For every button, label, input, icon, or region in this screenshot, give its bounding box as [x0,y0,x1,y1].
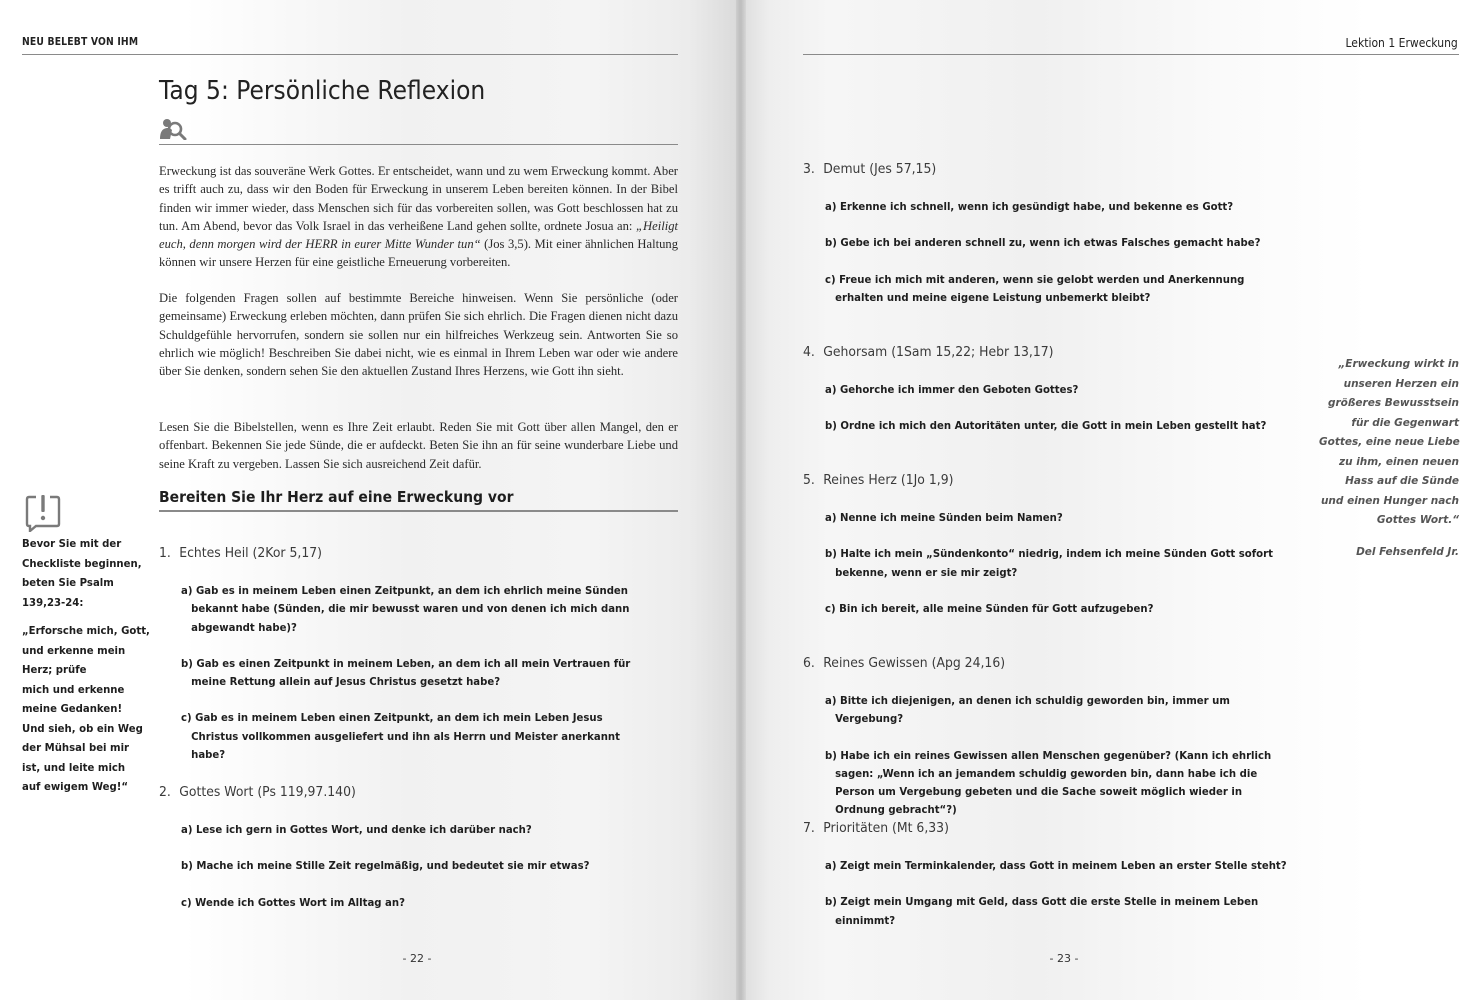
question-title: 7. Prioritäten (Mt 6,33) [803,820,949,836]
scripture-quote: „Heiligt euch, denn morgen wird der HERR in eurer Mitte Wunder tun“ [159,218,678,252]
question-item: b) Ordne ich mich den Autoritäten unter, die Gott in mein Leben gestellt hat? [825,419,1267,433]
question-title: 3. Demut (Jes 57,15) [803,161,937,177]
question-item: a) Erkenne ich schnell, wenn ich gesündigt habe, und bekenne es Gott? [825,200,1234,213]
question-title: 6. Reines Gewissen (Apg 24,16) [803,655,1006,671]
intro-paragraph-3: Lesen Sie die Bibelstellen, wenn es Ihre Zeit erlaubt. Reden Sie mit Gott über allen Mangel, den er offenbart. Bekennen Sie jede Sünde, die er aufdeckt. Beten Sie ihn an für seine wunderbare Liebe und seine Kraft zu vergeben. Lassen Sie sich ausreichend Zeit dafür. [159,420,678,471]
question-block-3 [803,161,1323,307]
header-rule [22,54,678,55]
question-item: a) Gehorche ich immer den Geboten Gottes? [825,383,1079,396]
title-rule [159,144,678,145]
section-rule [159,510,678,512]
question-block-7 [803,820,1323,930]
page-number: - 23 - [1049,952,1079,965]
intro-paragraph-1: Erweckung ist das souveräne Werk Gottes. Er entscheidet, wann und zu wem Erweckung kommt. Aber es trifft auch zu, dass wir den Boden für Erweckung in unserem Leben bereiten können. In der Bibel finden wir immer wieder, dass Menschen sich für das vorbereiten sollen, was Gott beschlossen hat zu tun. Am Abend, bevor das Volk Israel in das verheißene Land gehen sollte, ordnete Josua an: „Heiligt euch, denn morgen wird der HERR in eurer Mitte Wunder tun“ (Jos 3,5). Mit einer ähnlichen Haltung können wir unsere Herzen für eine geistliche Erneuerung vorbereiten. [159,164,678,270]
question-block-4 [803,344,1323,436]
question-item: a) Nenne ich meine Sünden beim Namen? [825,511,1063,524]
question-item: a) Gab es in meinem Leben einen Zeitpunkt, an dem ich ehrlich meine Sünden bekannt habe (Sünden, die mir bewusst waren und von denen ich mich dann abgewandt habe)? [181,584,630,634]
running-head: NEU BELEBT VON IHM [22,36,139,48]
speech-bubble-exclamation-icon [24,494,62,532]
header-rule [803,54,1459,55]
question-title: 5. Reines Herz (1Jo 1,9) [803,472,954,488]
book-gutter [736,0,746,1000]
question-item: b) Habe ich ein reines Gewissen allen Menschen gegenüber? (Kann ich ehrlich sagen: „Wenn ich an jemandem schuldig geworden bin, dann habe ich die Person um Vergebung gebeten und die Sache soweit möglich wieder in Ordnung gebracht“?) [825,748,1272,817]
question-title: 4. Gehorsam (1Sam 15,22; Hebr 13,17) [803,344,1054,360]
question-title: 2. Gottes Wort (Ps 119,97.140) [159,784,356,800]
question-block-6 [803,655,1323,820]
person-search-icon [160,118,188,140]
sidebar-note [22,534,152,806]
question-item: c) Wende ich Gottes Wort im Alltag an? [181,895,405,909]
page-title: Tag 5: Persönliche Reflexion [159,76,486,106]
sidebar-intro: Bevor Sie mit der Checkliste beginnen, beten Sie Psalm 139,23-24: [22,537,142,609]
page-number: - 22 - [402,952,432,965]
intro-paragraph-2: Die folgenden Fragen sollen auf bestimmte Bereiche hinweisen. Wenn Sie persönliche (oder gemeinsame) Erweckung erleben möchten, dann prüfen Sie sich ehrlich. Die Fragen dienen nicht dazu Schuldgefühle hervorrufen, sondern sie sollen nur ein hilfreiches Werkzeug sein. Antworten Sie so ehrlich wie möglich! Beschreiben Sie dabei nicht, wie es einmal in Ihrem Leben war oder wie andere über Sie denken, sondern sehen Sie den aktuellen Zustand Ihres Herzens, wie Gott ihn sieht. [159,291,678,379]
question-item: b) Gebe ich bei anderen schnell zu, wenn ich etwas Falsches gemacht habe? [825,236,1261,250]
question-block-1 [159,545,679,764]
question-block-5 [803,472,1323,618]
question-item: c) Bin ich bereit, alle meine Sünden für Gott aufzugeben? [825,601,1154,615]
pull-quote: „Erweckung wirkt in unseren Herzen ein größeres Bewusstsein für die Gegenwart Gottes, eine neue Liebe zu ihm, einen neuen Hass auf die Sünde und einen Hunger nach Gottes Wort.“ Del Fehsenfeld Jr. [1319,355,1459,562]
right-page [740,0,1480,1000]
question-item: a) Bitte ich diejenigen, an denen ich schuldig geworden bin, immer um Vergebung? [825,694,1230,726]
question-title: 1. Echtes Heil (2Kor 5,17) [159,545,322,561]
question-item: b) Gab es einen Zeitpunkt in meinem Leben, an dem ich all mein Vertrauen für meine Rettung allein auf Jesus Christus gesetzt habe? [181,656,631,689]
question-item: b) Zeigt mein Umgang mit Geld, dass Gott die erste Stelle in meinem Leben einnimmt? [825,895,1259,927]
question-item: c) Gab es in meinem Leben einen Zeitpunkt, an dem ich mein Leben Jesus Christus vollkommen ausgeliefert und ihn als Herrn und Meister anerkannt habe? [181,711,620,762]
question-item: c) Freue ich mich mit anderen, wenn sie gelobt werden und Anerkennung erhalten und meine eigene Leistung unbemerkt bleibt? [825,272,1245,304]
question-item: b) Mache ich meine Stille Zeit regelmäßig, und bedeutet sie mir etwas? [181,859,590,873]
question-item: a) Lese ich gern in Gottes Wort, und denke ich darüber nach? [181,823,532,836]
quote-author: Del Fehsenfeld Jr. [1356,545,1459,558]
running-head: Lektion 1 Erweckung [1345,36,1458,50]
sidebar-psalm-quote: „Erforsche mich, Gott, und erkenne mein Herz; prüfe mich und erkenne meine Gedanken! Und sieh, ob ein Weg der Mühsal bei mir ist, und leite mich auf ewigem Weg!“ [22,624,150,793]
question-block-2 [159,784,679,912]
section-heading: Bereiten Sie Ihr Herz auf eine Erweckung vor [159,488,514,506]
question-item: a) Zeigt mein Terminkalender, dass Gott in meinem Leben an erster Stelle steht? [825,859,1287,872]
question-item: b) Halte ich mein „Sündenkonto“ niedrig, indem ich meine Sünden Gott sofort bekenne, wenn er sie mir zeigt? [825,547,1273,579]
